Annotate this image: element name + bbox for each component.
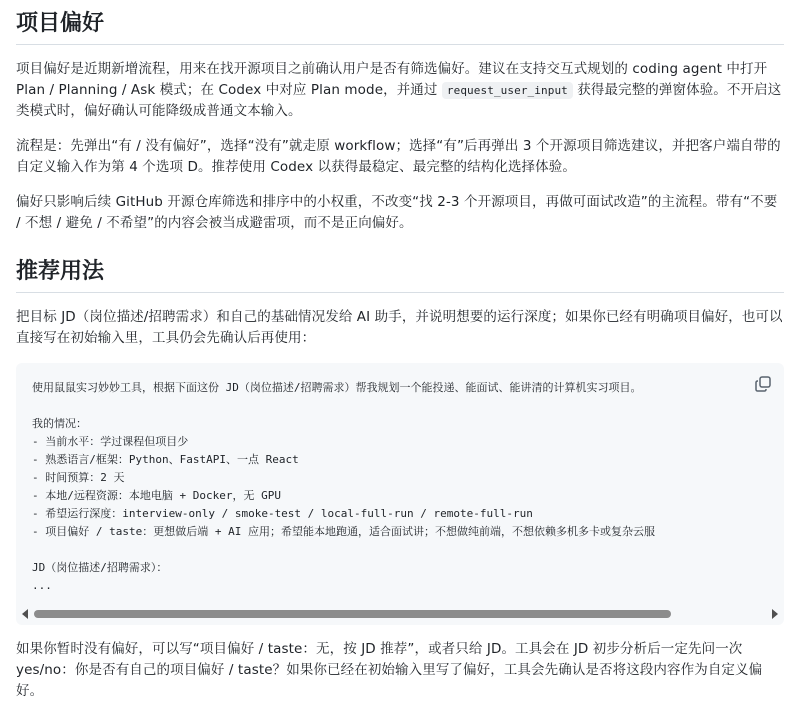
paragraph-intro-text-a: 项目偏好是近期新增流程，用来在找开源项目之前确认用户是否有筛选偏好。建议在支持交互式规划的 coding agent 中打开 Plan / Planning / Ask 模式；在 Codex 中对应 Plan mode，并通过: [16, 61, 768, 98]
code-block: [16, 363, 784, 625]
copy-icon: [754, 375, 772, 393]
scroll-left-arrow-icon[interactable]: [22, 609, 28, 619]
paragraph-intro-text-b: 获得最完整的弹窗体验。不开启这类模式时，偏好确认可能降级成普通文本输入。: [16, 82, 782, 119]
copy-button[interactable]: [754, 375, 772, 393]
inline-code-request-user-input: request_user_input: [442, 82, 573, 99]
scroll-right-arrow-icon[interactable]: [772, 609, 778, 619]
section-heading-project-preference: 项目偏好: [16, 0, 784, 45]
paragraph-flow: 流程是：先弹出“有 / 没有偏好”，选择“没有”就走原 workflow；选择“有”后再弹出 3 个开源项目筛选建议，并把客户端自带的自定义输入作为第 4 个选项 D。推荐使用 Codex 以获得最稳定、最完整的结构化选择体验。: [16, 138, 781, 175]
paragraph-intro: [16, 59, 784, 122]
section-heading-recommended-usage: 推荐用法: [16, 258, 784, 293]
code-block-content[interactable]: 使用鼠鼠实习妙妙工具，根据下面这份 JD（岗位描述/招聘需求）帮我规划一个能投递、能面试、能讲清的计算机实习项目。 我的情况： - 当前水平：学过课程但项目少 - 熟悉语言/框架：Python、FastAPI、一点 React - 时间预算：2 天 - 本地/远程资源：本地电脑 + Docker，无 GPU - 希望运行深度：interview-only / smoke-test / local-full-run / remote-full-run - 项目偏好 / taste：更想做后端 + AI 应用；希望能本地跑通，适合面试讲；不想做纯前端，不想依赖多机多卡或复杂云服 JD（岗位描述/招聘需求）： ...: [32, 381, 655, 592]
horizontal-scrollbar[interactable]: [22, 609, 778, 619]
paragraph-weighting: 偏好只影响后续 GitHub 开源仓库筛选和排序中的小权重，不改变“找 2-3 个开源项目，再做可面试改造”的主流程。带有“不要 / 不想 / 避免 / 不希望”的内容会被当成避雷项，而不是正向偏好。: [16, 194, 778, 231]
scroll-thumb[interactable]: [34, 610, 671, 618]
paragraph-usage: 把目标 JD（岗位描述/招聘需求）和自己的基础情况发给 AI 助手，并说明想要的运行深度；如果你已经有明确项目偏好，也可以直接写在初始输入里，工具仍会先确认后再使用：: [16, 309, 783, 346]
paragraph-no-preference: 如果你暂时没有偏好，可以写“项目偏好 / taste：无，按 JD 推荐”，或者只给 JD。工具会在 JD 初步分析后一定先问一次 yes/no：你是否有自己的项目偏好 / taste？如果你已经在初始输入里写了偏好，工具会先确认是否将这段内容作为自定义偏好。: [16, 641, 763, 699]
